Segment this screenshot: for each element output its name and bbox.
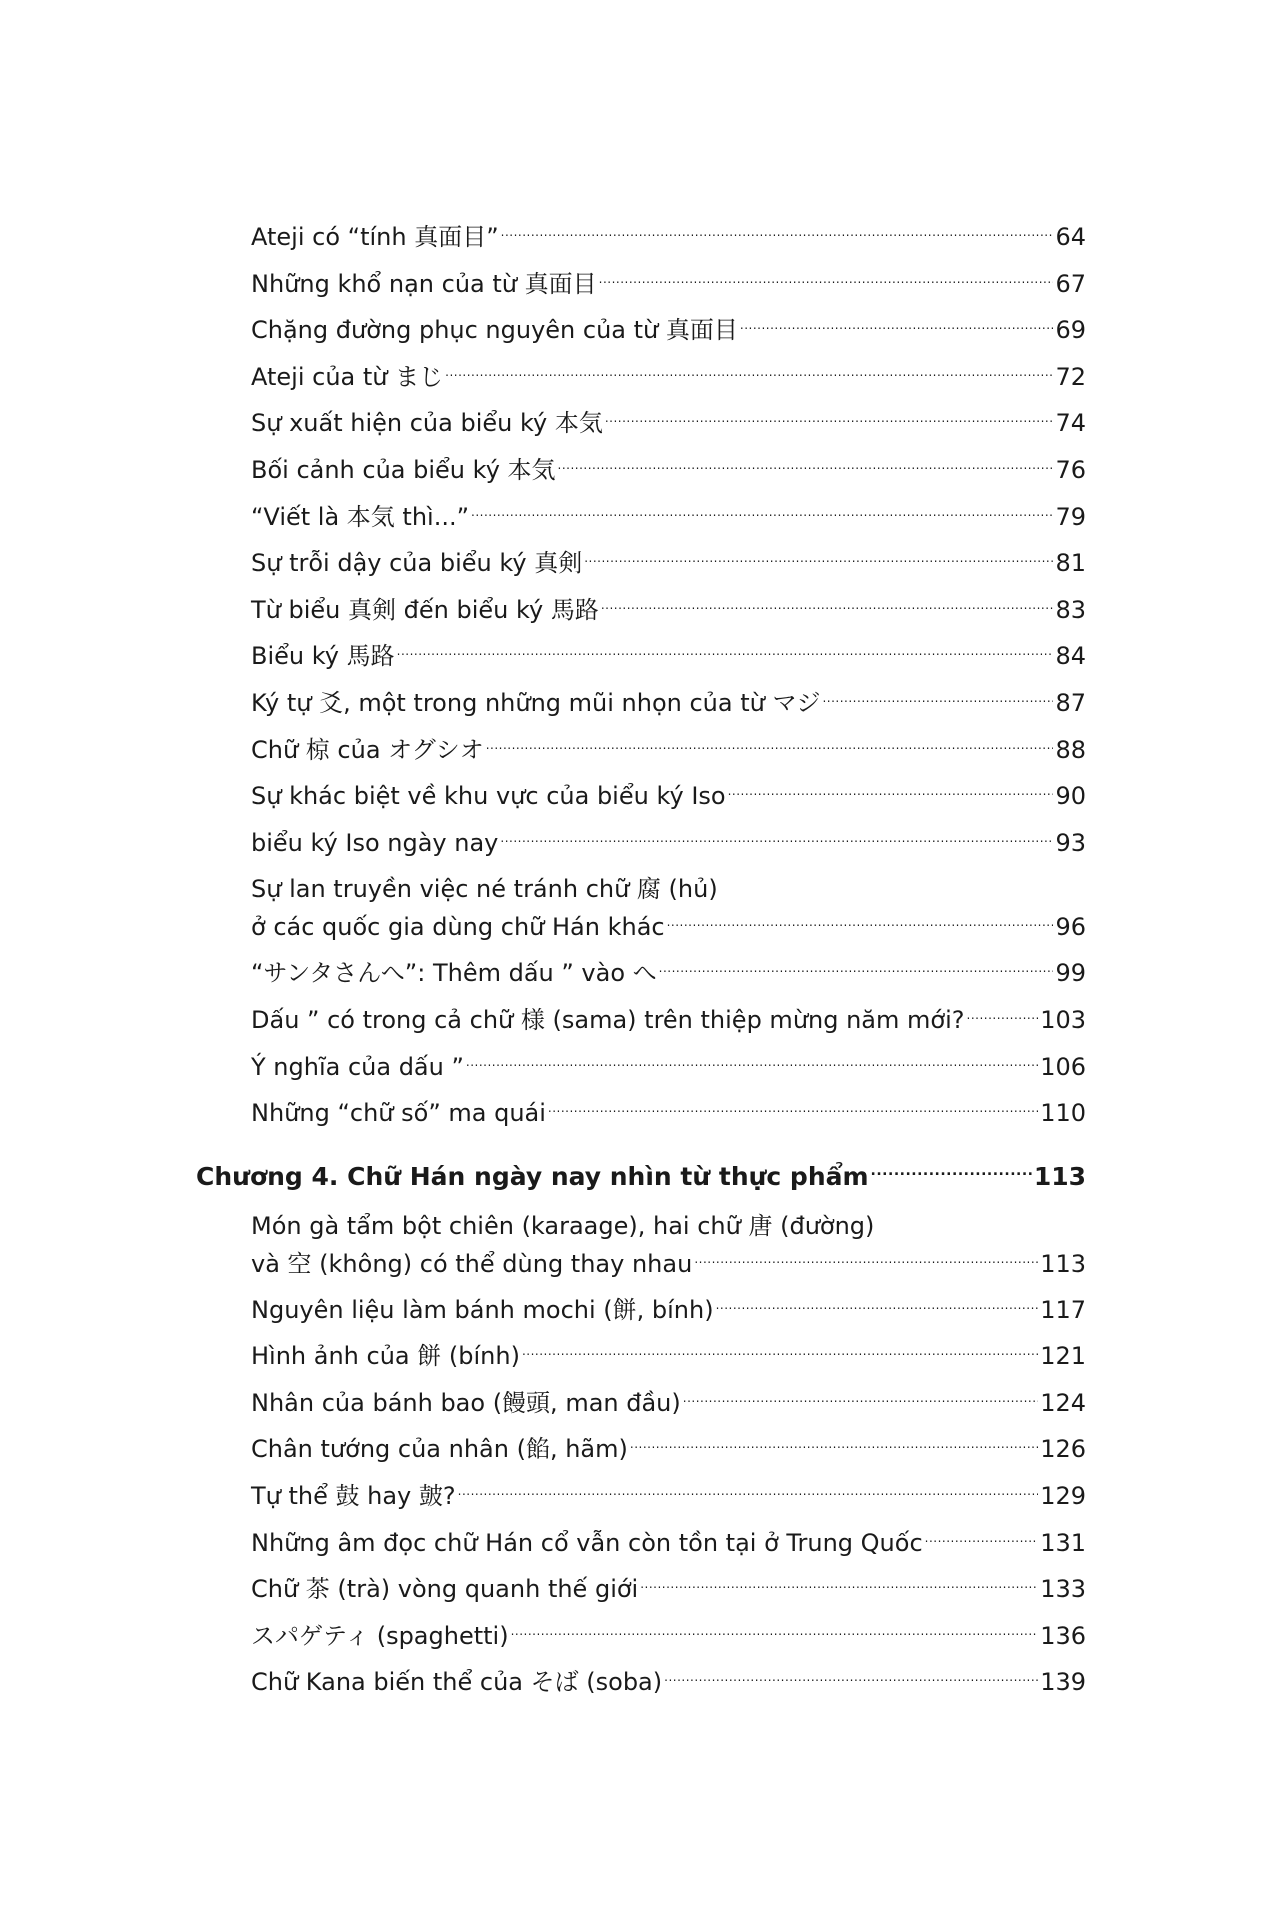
dot-leader [694,1248,1038,1272]
entry-title: Ý nghĩa của dấu ” [251,1052,464,1081]
chapter-title: Chương 4. Chữ Hán ngày nay nhìn từ thực phẩm [196,1161,869,1191]
toc-entry[interactable] [251,1094,1086,1141]
dot-leader [599,268,1054,292]
dot-leader [397,640,1054,664]
page-number: 133 [1040,1575,1086,1604]
toc-entry[interactable] [251,544,1086,591]
page-number: 72 [1055,362,1086,391]
dot-leader [659,957,1054,981]
page-number: 79 [1055,502,1086,531]
dot-leader [584,547,1053,571]
page-number: 84 [1055,642,1086,671]
entry-title: Những “chữ số” ma quái [251,1099,546,1128]
toc-entry[interactable] [251,684,1086,731]
entry-title: Bối cảnh của biểu ký 本気 [251,455,556,484]
entry-title: Những âm đọc chữ Hán cổ vẫn còn tồn tại ở Trung Quốc [251,1528,923,1557]
dot-leader [925,1527,1039,1551]
toc-entry[interactable] [251,358,1086,405]
entry-title: Hình ảnh của 餅 (bính) [251,1342,520,1371]
toc-entry[interactable] [251,731,1086,778]
entry-title: Chữ 椋 của オグシオ [251,735,484,764]
page-number: 117 [1040,1295,1086,1324]
entry-title: Từ biểu 真剣 đến biểu ký 馬路 [251,595,599,624]
dot-leader [967,1004,1039,1028]
entry-title-line1: Sự lan truyền việc né tránh chữ 腐 (hủ) [251,875,718,904]
page-number: 113 [1040,1249,1086,1278]
entry-title-line1: Món gà tẩm bột chiên (karaage), hai chữ 唐 (đường) [251,1211,875,1240]
page-number: 121 [1040,1342,1086,1371]
dot-leader [728,780,1054,804]
page-number: 106 [1040,1052,1086,1081]
entry-title: Ký tự 爻, một trong những mũi nhọn của từ マジ [251,688,821,717]
toc-entry[interactable] [251,265,1086,312]
toc-entry[interactable] [251,1570,1086,1617]
entry-title: Chữ Kana biến thể của そば (soba) [251,1668,663,1697]
toc-entry[interactable] [251,218,1086,265]
dot-leader [601,594,1054,618]
toc-entry[interactable] [251,1048,1086,1095]
toc-entry[interactable] [251,777,1086,824]
page-number: 99 [1055,959,1086,988]
dot-leader [605,407,1054,431]
entry-title: スパゲティ (spaghetti) [251,1621,509,1650]
entry-title: biểu ký Iso ngày nay [251,828,499,857]
entry-title: Những khổ nạn của từ 真面目 [251,269,597,298]
dot-leader [683,1387,1038,1411]
entry-title: “Viết là 本気 thì...” [251,502,470,531]
entry-title: Sự xuất hiện của biểu ký 本気 [251,409,603,438]
dot-leader [458,1480,1039,1504]
toc-entry[interactable] [251,1384,1086,1431]
entry-title: Chữ 茶 (trà) vòng quanh thế giới [251,1575,639,1604]
entry-title: Chặng đường phục nguyên của từ 真面目 [251,316,738,345]
page-number: 96 [1055,913,1086,942]
toc-entry[interactable] [251,1617,1086,1664]
page-number: 136 [1040,1621,1086,1650]
page-number: 124 [1040,1388,1086,1417]
dot-leader [548,1097,1038,1121]
entry-title: Sự trỗi dậy của biểu ký 真剣 [251,549,583,578]
dot-leader [630,1433,1038,1457]
dot-leader [664,1666,1038,1690]
toc-entry[interactable] [251,498,1086,545]
page-number: 126 [1040,1435,1086,1464]
toc-entry[interactable] [251,1477,1086,1524]
dot-leader [445,361,1053,385]
page-number: 67 [1055,269,1086,298]
dot-leader [522,1340,1038,1364]
toc-entry[interactable] [251,404,1086,451]
toc-entry[interactable] [251,637,1086,684]
dot-leader [716,1294,1039,1318]
toc-entry[interactable] [251,1207,1086,1291]
entry-title: Ateji có “tính 真面目” [251,223,499,251]
toc-entry[interactable] [251,1663,1086,1710]
toc-entry[interactable] [251,1001,1086,1048]
dot-leader [500,827,1053,851]
dot-leader [511,1620,1039,1644]
dot-leader [871,1160,1032,1185]
entry-title: Biểu ký 馬路 [251,642,395,671]
entry-title: Tự thể 鼓 hay 皷? [251,1482,456,1511]
entry-title: Nhân của bánh bao (饅頭, man đầu) [251,1388,681,1417]
page-number: 90 [1055,782,1086,811]
toc-entry[interactable] [251,1291,1086,1338]
toc-entry[interactable] [251,591,1086,638]
toc-entry[interactable] [251,1430,1086,1477]
table-of-contents [196,218,1096,1710]
entry-title: Chân tướng của nhân (餡, hãm) [251,1435,628,1464]
page-number: 64 [1055,223,1086,251]
page-number: 81 [1055,549,1086,578]
page-number: 103 [1040,1005,1086,1034]
toc-entry[interactable] [251,311,1086,358]
chapter-page-number: 113 [1033,1161,1086,1191]
entry-title: Sự khác biệt về khu vực của biểu ký Iso [251,782,726,811]
dot-leader [822,687,1053,711]
toc-entry[interactable] [251,824,1086,871]
page-number: 76 [1055,455,1086,484]
toc-entry[interactable] [251,1337,1086,1384]
entry-title: “サンタさんへ”: Thêm dấu ” vào へ [251,959,657,988]
toc-entry[interactable] [251,870,1086,954]
dot-leader [501,221,1054,245]
toc-entry[interactable] [251,451,1086,498]
page-number: 83 [1055,595,1086,624]
dot-leader [740,314,1054,338]
page-number: 88 [1055,735,1086,764]
page-number: 69 [1055,316,1086,345]
entry-title: và 空 (không) có thể dùng thay nhau [251,1249,693,1278]
dot-leader [466,1051,1038,1075]
entry-title: Nguyên liệu làm bánh mochi (餅, bính) [251,1295,714,1324]
page-number: 110 [1040,1099,1086,1128]
chapter-heading[interactable] [196,1157,1086,1207]
dot-leader [558,454,1054,478]
toc-entry[interactable] [251,954,1086,1001]
dot-leader [640,1573,1038,1597]
entry-title: Dấu ” có trong cả chữ 様 (sama) trên thiệp mừng năm mới? [251,1005,965,1034]
page-number: 129 [1040,1482,1086,1511]
dot-leader [667,911,1054,935]
entry-title: Ateji của từ まじ [251,362,444,391]
dot-leader [486,734,1054,758]
toc-entry[interactable] [251,1524,1086,1571]
entry-title: ở các quốc gia dùng chữ Hán khác [251,913,665,942]
page-number: 131 [1040,1528,1086,1557]
page-number: 93 [1055,828,1086,857]
page-number: 87 [1055,688,1086,717]
page-number: 74 [1055,409,1086,438]
dot-leader [471,501,1053,525]
page-number: 139 [1040,1668,1086,1697]
